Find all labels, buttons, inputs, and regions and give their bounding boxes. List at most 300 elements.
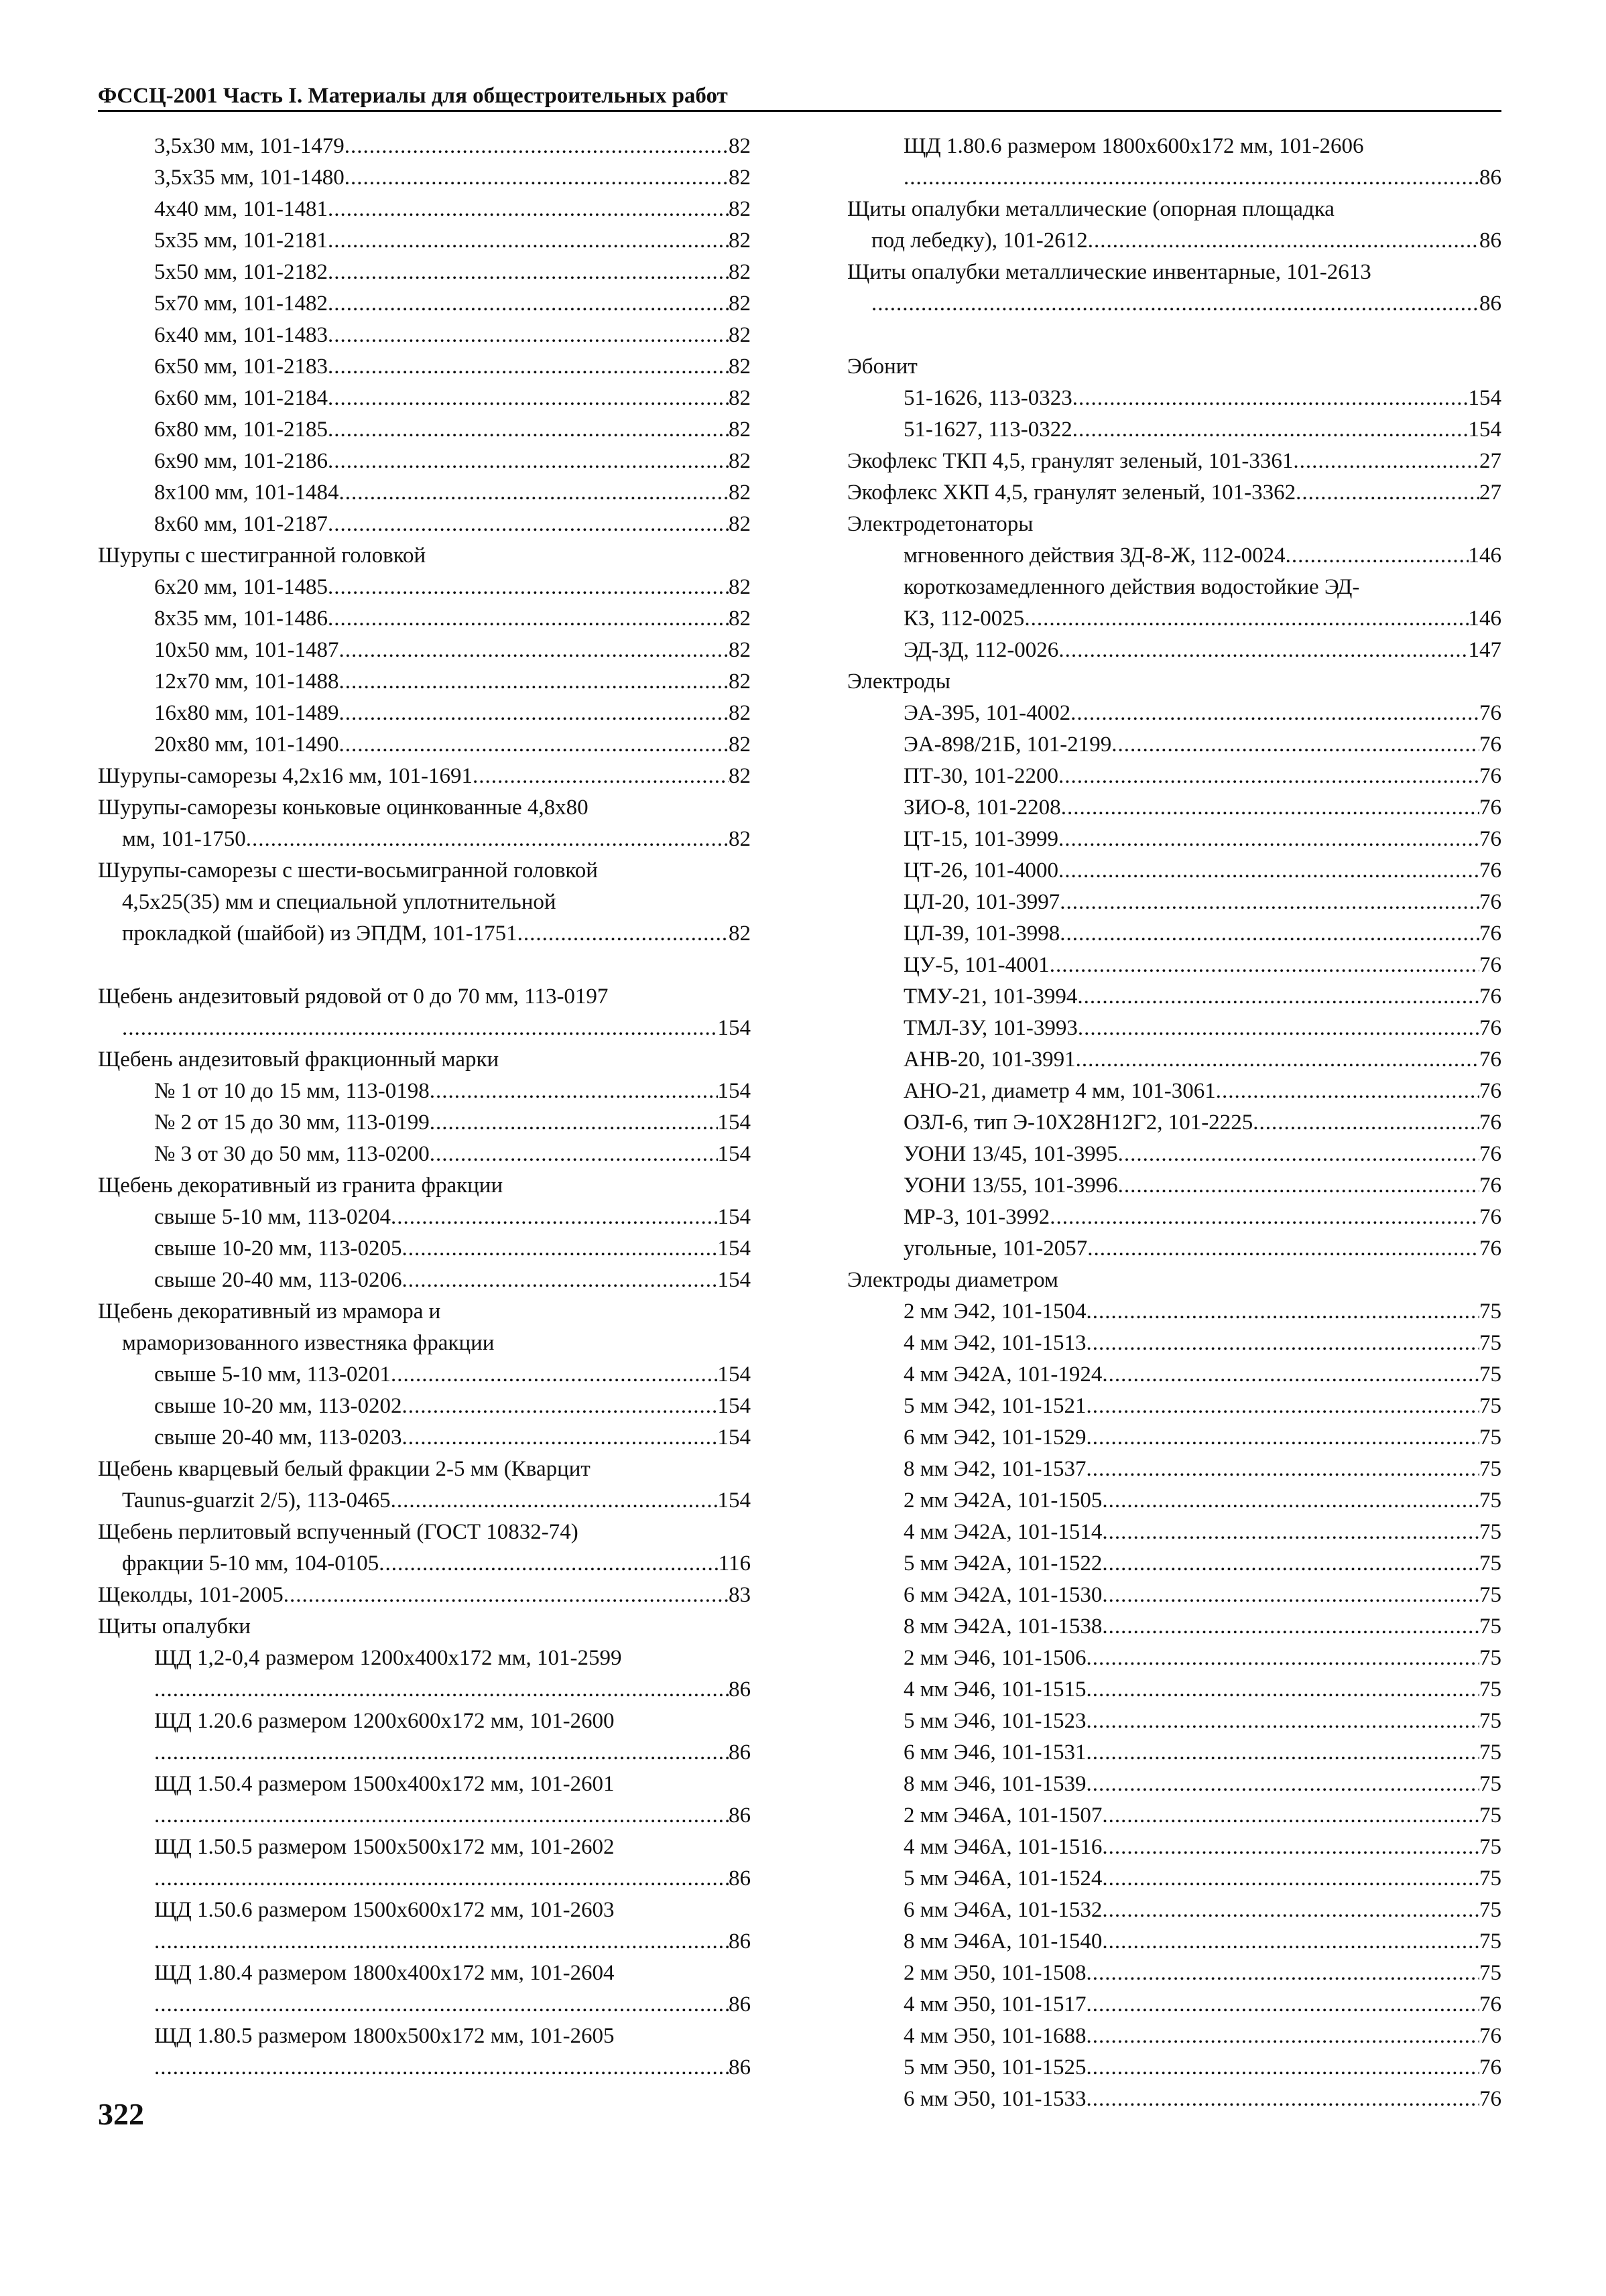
entry-page-number: 82	[729, 701, 751, 725]
entry-page-number: 82	[729, 921, 751, 946]
entry-label: 6x60 мм, 101-2184	[154, 386, 328, 410]
entry-page-number: 82	[729, 638, 751, 662]
entry-page-number: 75	[1479, 1677, 1501, 1702]
entry-label: 20x80 мм, 101-1490	[154, 732, 339, 757]
entry-page-number: 75	[1479, 1646, 1501, 1670]
dot-leader	[1102, 1895, 1479, 1926]
dot-leader	[1102, 1611, 1479, 1643]
index-entry	[847, 1895, 1501, 1926]
entry-label: 16x80 мм, 101-1489	[154, 701, 339, 725]
dot-leader	[1087, 1737, 1479, 1769]
index-entry	[98, 351, 751, 383]
dot-leader	[1296, 477, 1479, 509]
index-entry	[847, 2084, 1501, 2115]
index-entry	[98, 1580, 751, 1611]
dot-leader	[1077, 981, 1479, 1013]
index-entry	[98, 225, 751, 257]
entry-label: 8x100 мм, 101-1484	[154, 481, 339, 505]
index-entry	[847, 1076, 1501, 1107]
index-entry	[847, 887, 1501, 918]
entry-label: 2 мм Э42, 101-1504	[904, 1299, 1087, 1324]
index-entry	[847, 162, 1501, 194]
index-heading: Электродетонаторы	[847, 512, 1034, 536]
entry-page-number: 86	[1479, 166, 1501, 190]
index-entry	[847, 1202, 1501, 1233]
index-heading: ЩД 1.80.5 размером 1800x500x172 мм, 101-2605	[154, 2024, 615, 2048]
dot-leader	[1111, 729, 1479, 761]
entry-page-number: 75	[1479, 1709, 1501, 1733]
dot-leader	[154, 1926, 729, 1958]
entry-label: 8x60 мм, 101-2187	[154, 512, 328, 536]
entry-page-number: 86	[729, 1677, 751, 1702]
entry-page-number: 75	[1479, 1362, 1501, 1387]
entry-page-number: 154	[717, 1268, 751, 1292]
index-entry	[847, 2052, 1501, 2084]
entry-label: 5x35 мм, 101-2181	[154, 229, 328, 253]
dot-leader	[1087, 1391, 1479, 1422]
dot-leader	[1102, 1926, 1479, 1958]
entry-label: 5 мм Э50, 101-1525	[904, 2055, 1087, 2080]
index-heading: Щиты опалубки	[98, 1614, 251, 1639]
index-entry	[847, 1643, 1501, 1674]
index-entry	[98, 572, 751, 603]
dot-leader	[1088, 225, 1479, 257]
index-heading: Электроды	[847, 669, 950, 694]
index-entry	[98, 761, 751, 792]
entry-label: 8 мм Э42, 101-1537	[904, 1457, 1087, 1481]
entry-page-number: 75	[1479, 1457, 1501, 1481]
index-entry	[847, 477, 1501, 509]
entry-label: 8 мм Э46, 101-1539	[904, 1772, 1087, 1796]
index-entry	[98, 1800, 751, 1832]
index-entry	[847, 1013, 1501, 1044]
index-entry	[98, 1013, 751, 1044]
entry-page-number: 154	[1468, 386, 1501, 410]
index-entry	[98, 1737, 751, 1769]
index-heading: ЩД 1.50.4 размером 1500x400x172 мм, 101-2601	[154, 1772, 615, 1796]
entry-page-number: 76	[1479, 921, 1501, 946]
entry-label: 6 мм Э42, 101-1529	[904, 1425, 1087, 1450]
dot-leader	[154, 2052, 729, 2084]
entry-label: мгновенного действия ЗД-8-Ж, 112-0024	[904, 544, 1286, 568]
entry-label: 6x40 мм, 101-1483	[154, 323, 328, 347]
header-title: ФССЦ-2001 Часть I. Материалы для общестроительных работ	[98, 84, 728, 108]
entry-page-number: 82	[729, 827, 751, 851]
entry-page-number: 86	[729, 1866, 751, 1891]
entry-page-number: 154	[717, 1110, 751, 1135]
entry-page-number: 86	[729, 1929, 751, 1954]
index-entry	[98, 1233, 751, 1265]
dot-leader	[1118, 1139, 1479, 1170]
index-heading: ЩД 1.50.5 размером 1500x500x172 мм, 101-2602	[154, 1835, 615, 1859]
entry-page-number: 82	[729, 292, 751, 316]
entry-page-number: 147	[1468, 638, 1501, 662]
index-entry	[98, 635, 751, 666]
entry-label: ЦТ-26, 101-4000	[904, 858, 1058, 883]
index-column-right	[847, 131, 1501, 2115]
index-entry	[98, 918, 751, 950]
dot-leader	[1058, 855, 1479, 887]
entry-label: угольные, 101-2057	[904, 1236, 1088, 1261]
entry-label: Экофлекс ТКП 4,5, гранулят зеленый, 101-3361	[847, 449, 1294, 473]
entry-page-number: 154	[717, 1425, 751, 1450]
entry-page-number: 75	[1479, 1488, 1501, 1513]
entry-label: свыше 20-40 мм, 113-0203	[154, 1425, 402, 1450]
entry-page-number: 82	[729, 732, 751, 757]
entry-page-number: 27	[1479, 481, 1501, 505]
index-entry	[847, 2021, 1501, 2052]
entry-page-number: 154	[717, 1362, 751, 1387]
dot-leader	[1060, 918, 1479, 950]
index-entry	[98, 666, 751, 698]
entry-page-number: 75	[1479, 1394, 1501, 1418]
entry-label: 6x80 мм, 101-2185	[154, 418, 328, 442]
entry-page-number: 76	[1479, 795, 1501, 820]
index-heading: Щебень андезитовый фракционный марки	[98, 1047, 499, 1072]
dot-leader	[328, 320, 729, 351]
index-heading: Шурупы с шестигранной головкой	[98, 544, 426, 568]
dot-leader	[1061, 792, 1479, 824]
index-entry	[98, 698, 751, 729]
index-column-left	[98, 131, 751, 2084]
entry-label: № 1 от 10 до 15 мм, 113-0198	[154, 1079, 430, 1103]
entry-page-number: 82	[729, 481, 751, 505]
index-entry	[847, 1328, 1501, 1359]
dot-leader	[1102, 1517, 1479, 1548]
dot-leader	[328, 414, 729, 446]
entry-label: 5 мм Э42А, 101-1522	[904, 1551, 1103, 1576]
entry-page-number: 82	[729, 512, 751, 536]
index-entry	[847, 792, 1501, 824]
dot-leader	[1024, 603, 1468, 635]
dot-leader	[402, 1265, 717, 1296]
entry-label: 6 мм Э42А, 101-1530	[904, 1583, 1103, 1607]
dot-leader	[1102, 1485, 1479, 1517]
entry-label: ТМЛ-3У, 101-3993	[904, 1016, 1078, 1040]
dot-leader	[1087, 1454, 1479, 1485]
entry-label: 4 мм Э50, 101-1517	[904, 1992, 1087, 2017]
entry-label: 2 мм Э50, 101-1508	[904, 1961, 1087, 1985]
index-entry	[847, 1170, 1501, 1202]
dot-leader	[328, 509, 729, 540]
dot-leader	[1286, 540, 1469, 572]
dot-leader	[391, 1485, 718, 1517]
entry-label: фракции 5-10 мм, 104-0105	[122, 1551, 379, 1576]
index-entry	[98, 1139, 751, 1170]
entry-label: УОНИ 13/45, 101-3995	[904, 1142, 1118, 1166]
entry-page-number: 82	[729, 323, 751, 347]
entry-page-number: 75	[1479, 1331, 1501, 1355]
entry-label: КЗ, 112-0025	[904, 607, 1025, 631]
index-entry	[98, 603, 751, 635]
dot-leader	[328, 288, 729, 320]
index-entry	[98, 383, 751, 414]
entry-page-number: 86	[729, 1740, 751, 1765]
index-entry	[98, 1989, 751, 2021]
index-entry	[847, 824, 1501, 855]
entry-label: 6x50 мм, 101-2183	[154, 355, 328, 379]
entry-page-number: 76	[1479, 1992, 1501, 2017]
dot-leader	[473, 761, 729, 792]
index-entry	[98, 1674, 751, 1706]
entry-page-number: 82	[729, 575, 751, 599]
index-entry	[847, 1296, 1501, 1328]
entry-page-number: 86	[729, 1803, 751, 1828]
entry-page-number: 82	[729, 449, 751, 473]
entry-label: ЦЛ-39, 101-3998	[904, 921, 1060, 946]
entry-label: 5 мм Э46А, 101-1524	[904, 1866, 1103, 1891]
entry-label: МР-3, 101-3992	[904, 1205, 1050, 1229]
entry-label: Taunus-guarzit 2/5), 113-0465	[122, 1488, 391, 1513]
entry-label: 5 мм Э42, 101-1521	[904, 1394, 1087, 1418]
entry-page-number: 76	[1479, 1110, 1501, 1135]
dot-leader	[1070, 698, 1479, 729]
dot-leader	[328, 603, 729, 635]
index-heading: ЩД 1.50.6 размером 1500x600x172 мм, 101-2603	[154, 1898, 615, 1922]
entry-page-number: 76	[1479, 827, 1501, 851]
dot-leader	[122, 1013, 718, 1044]
dot-leader	[1087, 1769, 1479, 1800]
entry-label: 5 мм Э46, 101-1523	[904, 1709, 1087, 1733]
index-entry	[847, 603, 1501, 635]
dot-leader	[1087, 1643, 1479, 1674]
entry-label: № 3 от 30 до 50 мм, 113-0200	[154, 1142, 430, 1166]
dot-leader	[154, 1737, 729, 1769]
index-entry	[98, 1863, 751, 1895]
index-entry	[98, 194, 751, 225]
index-entry	[98, 824, 751, 855]
dot-leader	[1102, 1548, 1479, 1580]
index-entry	[847, 1044, 1501, 1076]
entry-page-number: 86	[729, 1992, 751, 2017]
entry-page-number: 75	[1479, 1425, 1501, 1450]
dot-leader	[1087, 1989, 1479, 2021]
index-entry	[98, 131, 751, 162]
index-entry	[98, 1202, 751, 1233]
dot-leader	[284, 1580, 729, 1611]
entry-label: ОЗЛ-6, тип Э-10Х28Н12Г2, 101-2225	[904, 1110, 1253, 1135]
entry-label: 6 мм Э50, 101-1533	[904, 2087, 1087, 2111]
index-entry	[847, 1737, 1501, 1769]
dot-leader	[1087, 1958, 1479, 1989]
entry-page-number: 75	[1479, 1961, 1501, 1985]
entry-page-number: 82	[729, 166, 751, 190]
entry-page-number: 75	[1479, 1614, 1501, 1639]
entry-page-number: 82	[729, 418, 751, 442]
dot-leader	[871, 288, 1479, 320]
index-entry	[98, 288, 751, 320]
dot-leader	[379, 1548, 718, 1580]
entry-page-number: 76	[1479, 732, 1501, 757]
entry-page-number: 27	[1479, 449, 1501, 473]
index-heading: Эбонит	[847, 355, 918, 379]
dot-leader	[154, 1800, 729, 1832]
entry-label: 8x35 мм, 101-1486	[154, 607, 328, 631]
entry-page-number: 76	[1479, 1016, 1501, 1040]
index-entry	[847, 950, 1501, 981]
entry-page-number: 76	[1479, 1047, 1501, 1072]
index-entry	[847, 1548, 1501, 1580]
entry-page-number: 86	[1479, 292, 1501, 316]
entry-label: ЦТ-15, 101-3999	[904, 827, 1058, 851]
index-entry	[98, 1485, 751, 1517]
dot-leader	[402, 1422, 717, 1454]
index-entry	[847, 729, 1501, 761]
entry-page-number: 75	[1479, 1866, 1501, 1891]
entry-label: 8 мм Э46А, 101-1540	[904, 1929, 1103, 1954]
entry-page-number: 154	[717, 1488, 751, 1513]
dot-leader	[1087, 1706, 1479, 1737]
entry-page-number: 76	[1479, 1236, 1501, 1261]
entry-page-number: 154	[717, 1016, 751, 1040]
index-entry	[847, 1800, 1501, 1832]
dot-leader	[1078, 1013, 1479, 1044]
index-heading: Щебень кварцевый белый фракции 2-5 мм (Кварцит	[98, 1457, 591, 1481]
entry-label: 12x70 мм, 101-1488	[154, 669, 339, 694]
dot-leader	[339, 666, 729, 698]
entry-page-number: 82	[729, 260, 751, 284]
dot-leader	[1216, 1076, 1479, 1107]
index-entry	[847, 1139, 1501, 1170]
index-entry	[98, 162, 751, 194]
index-heading: ЩД 1,2-0,4 размером 1200x400x172 мм, 101-2599	[154, 1646, 622, 1670]
entry-label: 2 мм Э46, 101-1506	[904, 1646, 1087, 1670]
entry-page-number: 82	[729, 229, 751, 253]
entry-page-number: 154	[717, 1079, 751, 1103]
dot-leader	[1102, 1580, 1479, 1611]
index-heading: Шурупы-саморезы с шести-восьмигранной головкой	[98, 858, 598, 883]
index-heading: Электроды диаметром	[847, 1268, 1058, 1292]
dot-leader	[154, 1989, 729, 2021]
entry-label: 51-1626, 113-0323	[904, 386, 1072, 410]
entry-page-number: 146	[1468, 607, 1501, 631]
entry-page-number: 76	[1479, 2087, 1501, 2111]
dot-leader	[345, 162, 729, 194]
index-entry	[847, 1107, 1501, 1139]
index-entry	[847, 1391, 1501, 1422]
entry-page-number: 75	[1479, 1520, 1501, 1544]
dot-leader	[1087, 2084, 1479, 2115]
entry-label: Щеколды, 101-2005	[98, 1583, 284, 1607]
dot-leader	[328, 351, 729, 383]
entry-page-number: 75	[1479, 1835, 1501, 1859]
entry-page-number: 154	[1468, 418, 1501, 442]
dot-leader	[1102, 1832, 1479, 1863]
index-heading: 4,5x25(35) мм и специальной уплотнительной	[122, 890, 556, 914]
entry-page-number: 86	[1479, 229, 1501, 253]
index-entry	[847, 855, 1501, 887]
dot-leader	[1050, 1202, 1479, 1233]
index-heading: Щебень декоративный из мрамора и	[98, 1299, 441, 1324]
dot-leader	[1072, 414, 1469, 446]
dot-leader	[345, 131, 729, 162]
index-heading: ЩД 1.80.4 размером 1800x400x172 мм, 101-2604	[154, 1961, 615, 1985]
dot-leader	[402, 1391, 717, 1422]
entry-page-number: 75	[1479, 1740, 1501, 1765]
index-entry	[98, 1076, 751, 1107]
entry-label: 4 мм Э46А, 101-1516	[904, 1835, 1103, 1859]
dot-leader	[430, 1139, 718, 1170]
index-entry	[98, 1359, 751, 1391]
entry-label: под лебедку), 101-2612	[871, 229, 1088, 253]
entry-page-number: 154	[717, 1205, 751, 1229]
entry-page-number: 76	[1479, 984, 1501, 1009]
dot-leader	[1076, 1044, 1479, 1076]
dot-leader	[328, 572, 729, 603]
entry-label: АНВ-20, 101-3991	[904, 1047, 1076, 1072]
entry-label: 3,5x30 мм, 101-1479	[154, 134, 345, 158]
index-entry	[847, 1580, 1501, 1611]
index-entry	[847, 1454, 1501, 1485]
entry-label: 4x40 мм, 101-1481	[154, 197, 328, 221]
entry-label: ЭА-898/21Б, 101-2199	[904, 732, 1112, 757]
dot-leader	[1060, 887, 1479, 918]
entry-label: свыше 5-10 мм, 113-0201	[154, 1362, 391, 1387]
entry-label: 4 мм Э46, 101-1515	[904, 1677, 1087, 1702]
index-entry	[847, 1422, 1501, 1454]
entry-label: ЗИО-8, 101-2208	[904, 795, 1061, 820]
entry-label: 51-1627, 113-0322	[904, 418, 1072, 442]
index-entry	[847, 1611, 1501, 1643]
index-entry	[847, 1233, 1501, 1265]
entry-label: 2 мм Э46А, 101-1507	[904, 1803, 1103, 1828]
entry-label: 5x70 мм, 101-1482	[154, 292, 328, 316]
entry-page-number: 75	[1479, 1299, 1501, 1324]
page-number: 322	[98, 2097, 144, 2131]
dot-leader	[1087, 1674, 1479, 1706]
index-entry	[98, 1548, 751, 1580]
entry-page-number: 82	[729, 386, 751, 410]
index-heading: Щебень андезитовый рядовой от 0 до 70 мм, 113-0197	[98, 984, 609, 1009]
entry-page-number: 82	[729, 134, 751, 158]
index-entry	[98, 477, 751, 509]
entry-label: 8 мм Э42А, 101-1538	[904, 1614, 1103, 1639]
dot-leader	[1087, 2052, 1479, 2084]
dot-leader	[402, 1233, 717, 1265]
dot-leader	[1058, 761, 1479, 792]
entry-label: 5x50 мм, 101-2182	[154, 260, 328, 284]
entry-label: 2 мм Э42А, 101-1505	[904, 1488, 1103, 1513]
index-entry	[847, 1769, 1501, 1800]
dot-leader	[154, 1674, 729, 1706]
entry-label: мм, 101-1750	[122, 827, 246, 851]
index-entry	[98, 1422, 751, 1454]
dot-leader	[1050, 950, 1479, 981]
entry-label: Шурупы-саморезы 4,2x16 мм, 101-1691	[98, 764, 473, 788]
entry-label: 6 мм Э46А, 101-1532	[904, 1898, 1103, 1922]
index-entry	[98, 414, 751, 446]
index-entry	[847, 1926, 1501, 1958]
index-entry	[847, 1485, 1501, 1517]
entry-page-number: 154	[717, 1236, 751, 1261]
index-entry	[847, 1517, 1501, 1548]
entry-page-number: 86	[729, 2055, 751, 2080]
index-entry	[847, 1832, 1501, 1863]
index-entry	[98, 729, 751, 761]
entry-label: 4 мм Э42А, 101-1924	[904, 1362, 1103, 1387]
entry-page-number: 116	[718, 1551, 751, 1576]
index-entry	[98, 2052, 751, 2084]
entry-page-number: 82	[729, 764, 751, 788]
index-entry	[98, 509, 751, 540]
entry-label: ПТ-30, 101-2200	[904, 764, 1058, 788]
dot-leader	[1102, 1800, 1479, 1832]
dot-leader	[339, 635, 729, 666]
index-entry	[847, 383, 1501, 414]
section-gap	[847, 320, 1501, 351]
index-entry	[847, 981, 1501, 1013]
entry-page-number: 75	[1479, 1772, 1501, 1796]
